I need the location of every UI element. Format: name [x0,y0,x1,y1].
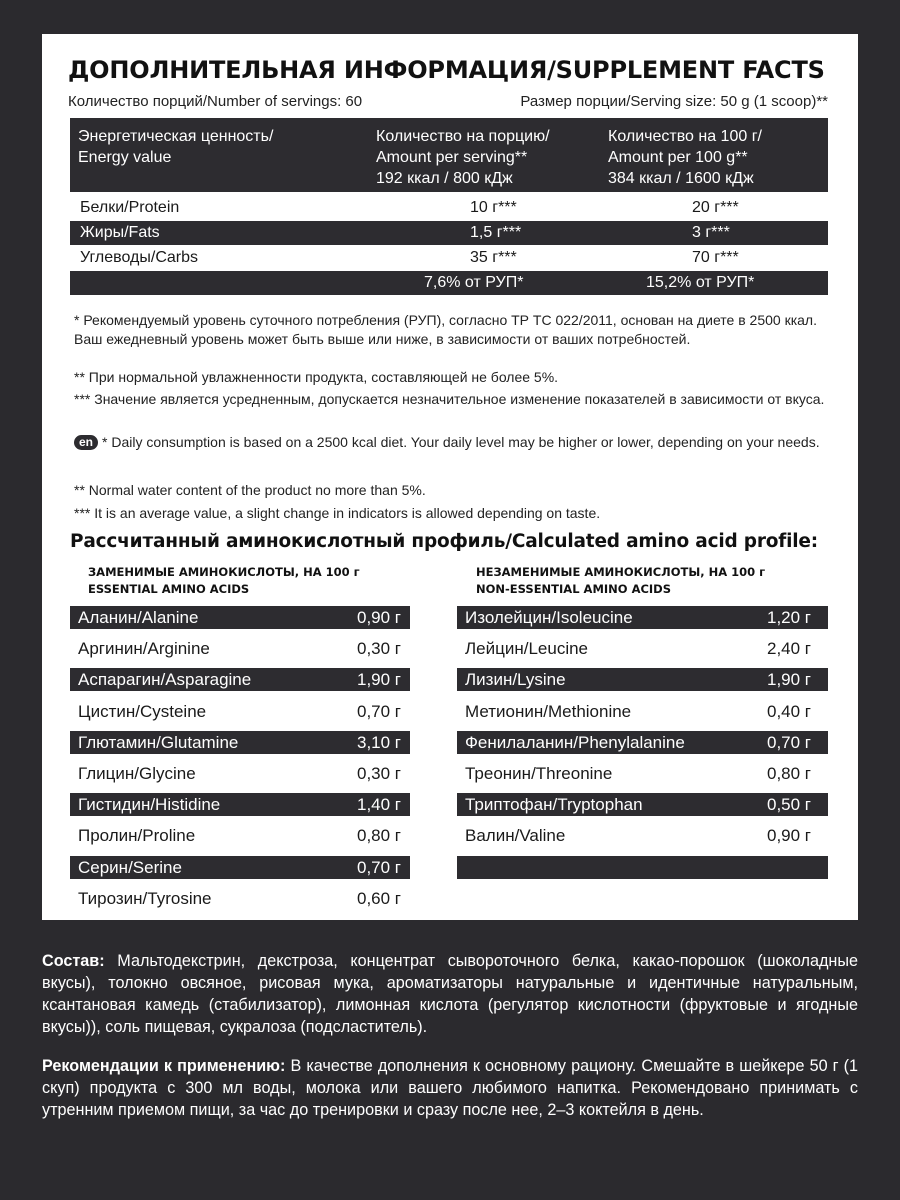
amino-acid-name: Лизин/Lysine [465,670,566,690]
amino-acid-value: 1,90 г [767,670,812,690]
amino-acid-value: 0,70 г [357,857,402,877]
energy-per-serving: Количество на порцию/ Amount per serving** 192 ккал / 800 кДж [376,128,550,187]
amino-row-nonessential [70,824,410,847]
page-title: ДОПОЛНИТЕЛЬНАЯ ИНФОРМАЦИЯ/SUPPLEMENT FACTS [68,56,825,84]
amino-acid-name: Пролин/Proline [78,826,196,846]
amino-acid-value: 3,10 г [357,732,402,752]
nutrient-row-fats: Жиры/Fats 1,5 г*** 3 г*** [70,221,828,245]
amino-row-essential [457,762,828,785]
nutrient-row-protein: Белки/Protein 10 г*** 20 г*** [80,199,739,216]
amino-acid-value: 1,90 г [357,670,402,690]
amino-acid-value: 0,80 г [357,826,402,846]
amino-row-essential [457,824,828,847]
energy-header-row [70,118,828,192]
amino-acid-name: Треонин/Threonine [465,764,613,783]
amino-acid-name: Валин/Valine [465,826,566,846]
amino-acid-name: Глютамин/Glutamine [78,732,239,752]
composition-paragraph [42,950,858,1038]
amino-acid-name: Серин/Serine [78,857,182,877]
footnote-en-1: en * Daily consumption is based on a 2500 kcal diet. Your daily level may be higher or lower, depending on your needs. [74,433,834,452]
serving-size: Размер порции/Serving size: 50 g (1 scoop)** [520,93,828,110]
amino-row-essential [457,606,828,629]
amino-acid-value: 0,30 г [357,639,402,659]
amino-acid-value: 0,90 г [357,608,402,627]
supplement-facts-panel [42,34,858,920]
amino-acid-name: Изолейцин/Isoleucine [465,608,633,627]
composition-label: Состав: [42,952,105,970]
footnote-ru-2: ** При нормальной увлажненности продукта, составляющей не более 5%. [74,369,559,385]
footnote-ru-1: * Рекомендуемый уровень суточного потребления (РУП), согласно ТР ТС 022/2011, основан на диете в 2500 ккал. Ваш ежедневный уровень может быть выше или ниже, в зависимости от ваших потребностей. [74,312,817,347]
amino-row-nonessential [70,606,410,629]
amino-acid-name: Метионин/Methionine [465,701,632,721]
footnote-ru-3: *** Значение является усредненным, допускается незначительное изменение показателей в зависимости от вкуса. [74,391,825,407]
amino-acid-name: Гистидин/Histidine [78,795,221,815]
amino-row-essential [457,731,828,754]
footnote-en-2: ** Normal water content of the product no more than 5%. [74,482,426,498]
amino-acid-value: 1,20 г [767,608,812,627]
amino-acid-value: 0,30 г [357,764,402,783]
amino-row-nonessential [70,700,410,723]
usage-text: В качестве дополнения к основному рациону. Смешайте в шейкере 50 г (1 скуп) продукта с 300 мл воды, молока или вашего любимого напитка. Рекомендовано принимать с утренним приемом пищи, за час до тренировки и сразу после нее, 2–3 коктейля в день. [42,1057,858,1119]
servings-count: Количество порций/Number of servings: 60 [68,93,363,110]
amino-row-nonessential [70,762,410,785]
amino-row-essential [457,668,828,691]
amino-profile-title: Рассчитанный аминокислотный профиль/Calculated amino acid profile: [70,531,818,552]
amino-row-nonessential [70,856,410,879]
amino-row-essential [457,856,828,879]
amino-acid-name: Аланин/Alanine [78,608,199,627]
amino-acid-value: 2,40 г [767,639,812,659]
amino-acid-value: 0,50 г [767,795,812,815]
amino-row-essential [457,793,828,816]
energy-label: Энергетическая ценность/ Energy value [78,128,274,166]
amino-acid-name: Лейцин/Leucine [465,639,589,659]
amino-row-nonessential [70,731,410,754]
rda-row: 7,6% от РУП* 15,2% от РУП* [70,271,828,295]
amino-acid-value: 1,40 г [357,795,402,815]
amino-row-nonessential [70,793,410,816]
amino-acid-name: Глицин/Glycine [78,764,196,783]
language-badge: en [74,435,98,450]
composition-text: Мальтодекстрин, декстроза, концентрат сывороточного белка, какао-порошок (шоколадные вкусы), толокно овсяное, рисовая мука, ароматизаторы натуральные и идентичные натуральным, ксантановая камедь (стабилизатор), лимонная кислота (регулятор кислотности (фруктовые и ягодные вкусы)), соль пищевая, сукралоза (подсластитель). [42,952,859,1036]
nonessential-column-header: ЗАМЕНИМЫЕ АМИНОКИСЛОТЫ, НА 100 г ESSENTIAL AMINO ACIDS [88,565,360,596]
amino-acid-name: Аргинин/Arginine [78,639,210,659]
amino-acid-value: 0,90 г [767,826,812,846]
amino-acid-name: Аспарагин/Asparagine [78,670,252,690]
amino-row-nonessential [70,668,410,691]
amino-row-nonessential [70,887,410,910]
amino-row-nonessential [70,637,410,660]
amino-acid-name: Триптофан/Tryptophan [465,795,643,815]
amino-acid-name: Цистин/Cysteine [78,701,207,721]
amino-acid-value: 0,70 г [767,732,812,752]
amino-row-essential [457,700,828,723]
amino-acid-value: 0,70 г [357,701,402,721]
amino-acid-value: 0,40 г [767,701,812,721]
usage-label: Рекомендации к применению: [42,1057,286,1075]
nutrient-row-carbs: Углеводы/Carbs 35 г*** 70 г*** [80,249,739,266]
amino-acid-name: Тирозин/Tyrosine [78,888,212,908]
amino-acid-name: Фенилаланин/Phenylalanine [465,732,685,752]
energy-per-100g: Количество на 100 г/ Amount per 100 g** 384 ккал / 1600 кДж [608,128,762,187]
essential-column-header: НЕЗАМЕНИМЫЕ АМИНОКИСЛОТЫ, НА 100 г NON-ESSENTIAL AMINO ACIDS [476,565,766,596]
amino-row-essential [457,637,828,660]
amino-acid-value: 0,60 г [357,888,402,908]
usage-paragraph [42,1055,858,1121]
amino-acid-value: 0,80 г [767,764,812,783]
footnote-en-3: *** It is an average value, a slight change in indicators is allowed depending on taste. [74,505,601,521]
